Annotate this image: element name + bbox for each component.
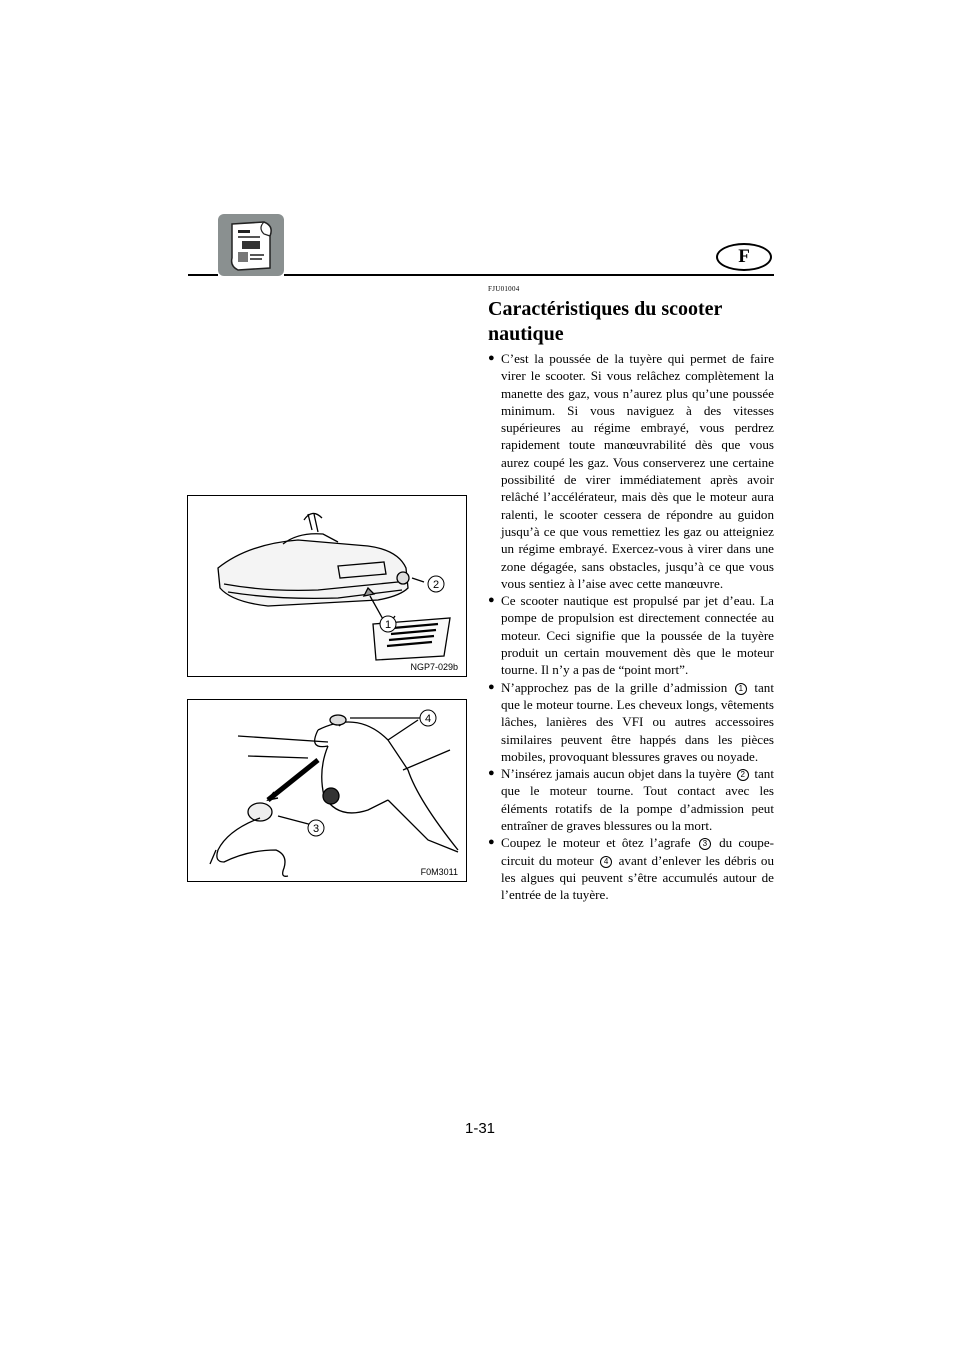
ref-number: 1 bbox=[735, 683, 747, 695]
figure-engine-shut-off-cord bbox=[187, 699, 467, 882]
owner-manual-book-icon bbox=[218, 214, 284, 276]
bullet-list bbox=[488, 350, 774, 904]
bullet-item: ● Ce scooter nautique est propulsé par jet d’eau. La pompe de propulsion est directement connectée au moteur. Ceci signifie que la poussée de la tuyère produit un certain mouvement dès que le moteur tourne. Il n’y a pas de “point mort”. bbox=[488, 593, 774, 678]
section-title: Caractéristiques du scooter nautique bbox=[488, 298, 723, 345]
ref-number: 2 bbox=[737, 769, 749, 781]
callout-1: 1 bbox=[384, 619, 392, 631]
bullet-dot-icon: ● bbox=[488, 836, 495, 849]
bullet-item: ● N’insérez jamais aucun objet dans la tuyère 2 tant que le moteur tourne. Tout contact avec les éléments rotatifs de la pompe d’admission peut entraîner de graves blessures ou la mort. bbox=[488, 766, 774, 834]
page-number: 1-31 bbox=[464, 1120, 496, 1137]
bullet-dot-icon: ● bbox=[488, 680, 495, 693]
section-code: FJU01004 bbox=[488, 285, 520, 293]
bullet-dot-icon: ● bbox=[488, 594, 495, 607]
figure-jet-ski bbox=[187, 495, 467, 677]
ref-number: 3 bbox=[699, 838, 711, 850]
bullet-item: ● C’est la poussée de la tuyère qui permet de faire virer le scooter. Si vous relâchez complètement la manette des gaz, vous n’aurez plus qu’une poussée minimum. Si vous naviguez à des vitesses supérieures au régime embrayé, vous perdrez rapidement toute manœuvrabilité dès que vous aurez coupé les gaz. Vous conserverez une certaine possibilité de virer immédiatement après avoir relâché l’accélérateur, mais dès que le moteur aura ralenti, le scooter cessera de répondre au guidon jusqu’à ce que vous remettiez les gaz ou atteigniez un régime embrayé. Exercez-vous à virer dans une zone dégagée, sans obstacles, jusqu’à ce que vous vous sentiez à l’aise avec cette manœuvre. bbox=[488, 351, 774, 591]
callout-2: 2 bbox=[432, 579, 440, 591]
ref-number: 4 bbox=[600, 856, 612, 868]
figure-code: NGP7-029b bbox=[410, 662, 458, 672]
bullet-item: ● N’approchez pas de la grille d’admission 1 tant que le moteur tourne. Les cheveux longs, vêtements lâches, lanières des VFI ou autres accessoires similaires peuvent être happés dans les pièces mobiles, provoquant blessures graves ou noyade. bbox=[488, 679, 774, 764]
bullet-dot-icon: ● bbox=[488, 767, 495, 780]
callout-3: 3 bbox=[312, 823, 320, 835]
bullet-dot-icon: ● bbox=[488, 352, 495, 364]
callout-4: 4 bbox=[424, 713, 432, 725]
bullet-item: ● Coupez le moteur et ôtez l’agrafe 3 du coupe-circuit du moteur 4 avant d’enlever les débris ou les algues qui peuvent s’être accumulés autour de l’entrée de la tuyère. bbox=[488, 835, 775, 903]
text-column bbox=[488, 285, 774, 904]
header-rule-left bbox=[188, 274, 218, 276]
header-rule-right bbox=[284, 274, 774, 276]
language-badge: F bbox=[716, 243, 772, 271]
jet-ski-illustration bbox=[188, 496, 468, 678]
handlebar-illustration bbox=[188, 700, 468, 883]
figure-code: F0M3011 bbox=[420, 867, 458, 877]
